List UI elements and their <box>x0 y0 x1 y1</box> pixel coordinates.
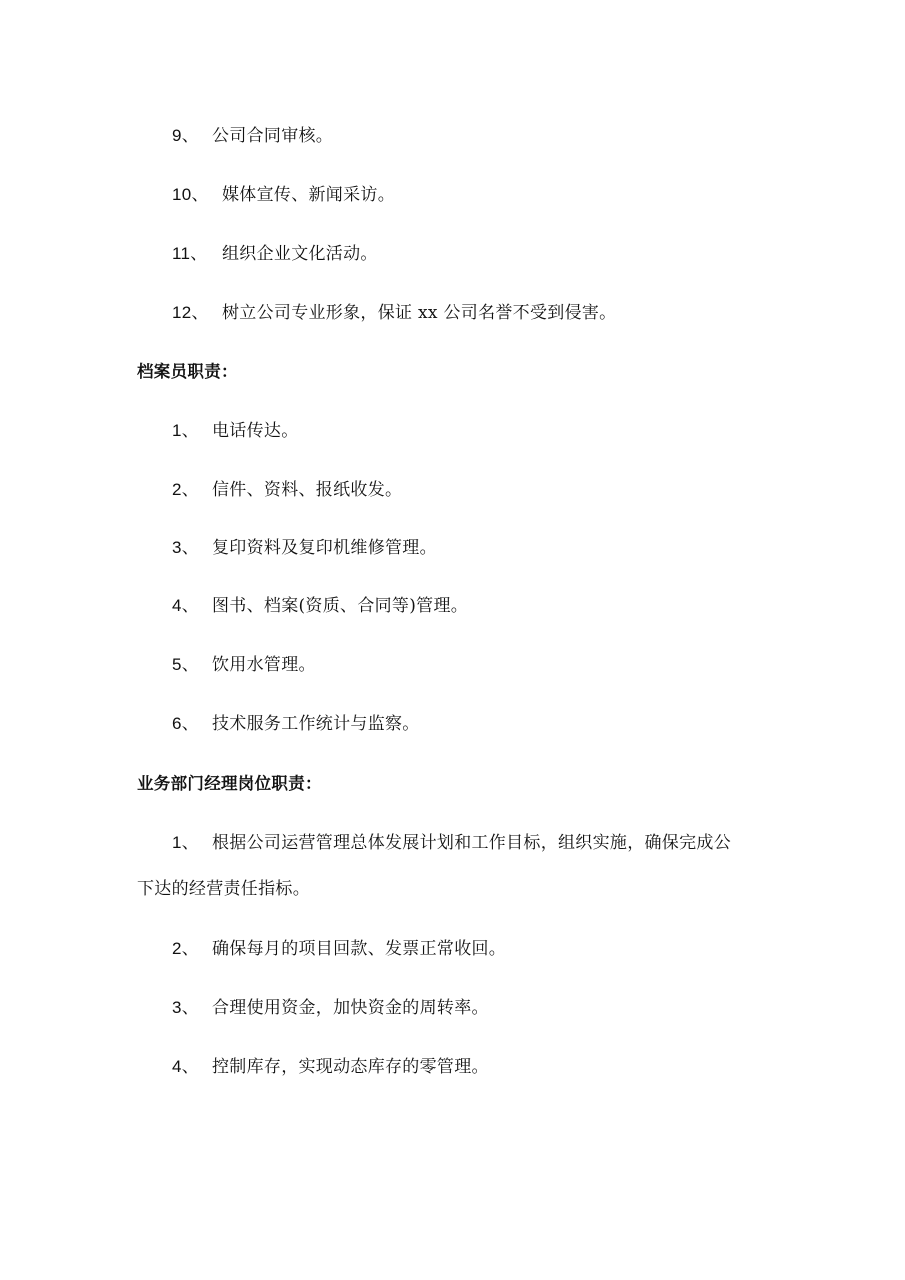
list-item <box>172 831 731 855</box>
item-text: 图书、档案(资质、合同等)管理。 <box>212 596 469 616</box>
item-number: 4、 <box>172 1057 200 1076</box>
item-number: 2、 <box>172 480 200 499</box>
item-text: 根据公司运营管理总体发展计划和工作目标，组织实施，确保完成公 <box>212 833 731 853</box>
list-item <box>172 301 616 325</box>
item-number: 1、 <box>172 833 200 852</box>
item-number: 11、 <box>172 244 208 263</box>
item-text: 电话传达。 <box>212 421 299 441</box>
item-text: 组织企业文化活动。 <box>222 244 378 264</box>
list-item <box>172 1055 489 1079</box>
section-heading: 档案员职责： <box>137 362 238 381</box>
list-item <box>172 183 395 207</box>
list-item <box>172 242 378 266</box>
list-item <box>172 653 316 677</box>
list-item <box>172 536 437 560</box>
item-number: 9、 <box>172 126 200 145</box>
item-text: 复印资料及复印机维修管理。 <box>212 538 437 558</box>
item-number: 4、 <box>172 596 200 615</box>
item-number: 6、 <box>172 714 200 733</box>
list-item <box>172 478 402 502</box>
item-text: 饮用水管理。 <box>212 655 316 675</box>
item-number: 2、 <box>172 939 200 958</box>
item-text: 确保每月的项目回款、发票正常收回。 <box>212 939 507 959</box>
item-number: 3、 <box>172 538 200 557</box>
item-text: 合理使用资金，加快资金的周转率。 <box>212 998 489 1018</box>
item-number: 3、 <box>172 998 200 1017</box>
item-number: 10、 <box>172 185 209 204</box>
section-heading: 业务部门经理岗位职责： <box>137 774 322 793</box>
list-item-continuation: 下达的经营责任指标。 <box>137 879 310 899</box>
list-item <box>172 937 506 961</box>
list-item <box>172 419 299 443</box>
item-number: 1、 <box>172 421 200 440</box>
list-item <box>172 712 420 736</box>
item-text: 信件、资料、报纸收发。 <box>212 480 403 500</box>
list-item <box>172 594 468 618</box>
item-text: 控制库存，实现动态库存的零管理。 <box>212 1057 489 1077</box>
item-text: 公司合同审核。 <box>212 126 334 146</box>
item-text: 技术服务工作统计与监察。 <box>212 714 420 734</box>
item-number: 5、 <box>172 655 200 674</box>
item-number: 12、 <box>172 303 209 322</box>
item-text: 树立公司专业形象，保证 xx 公司名誉不受到侵害。 <box>222 303 617 323</box>
item-text: 媒体宣传、新闻采访。 <box>222 185 395 205</box>
list-item <box>172 996 489 1020</box>
list-item <box>172 124 333 148</box>
